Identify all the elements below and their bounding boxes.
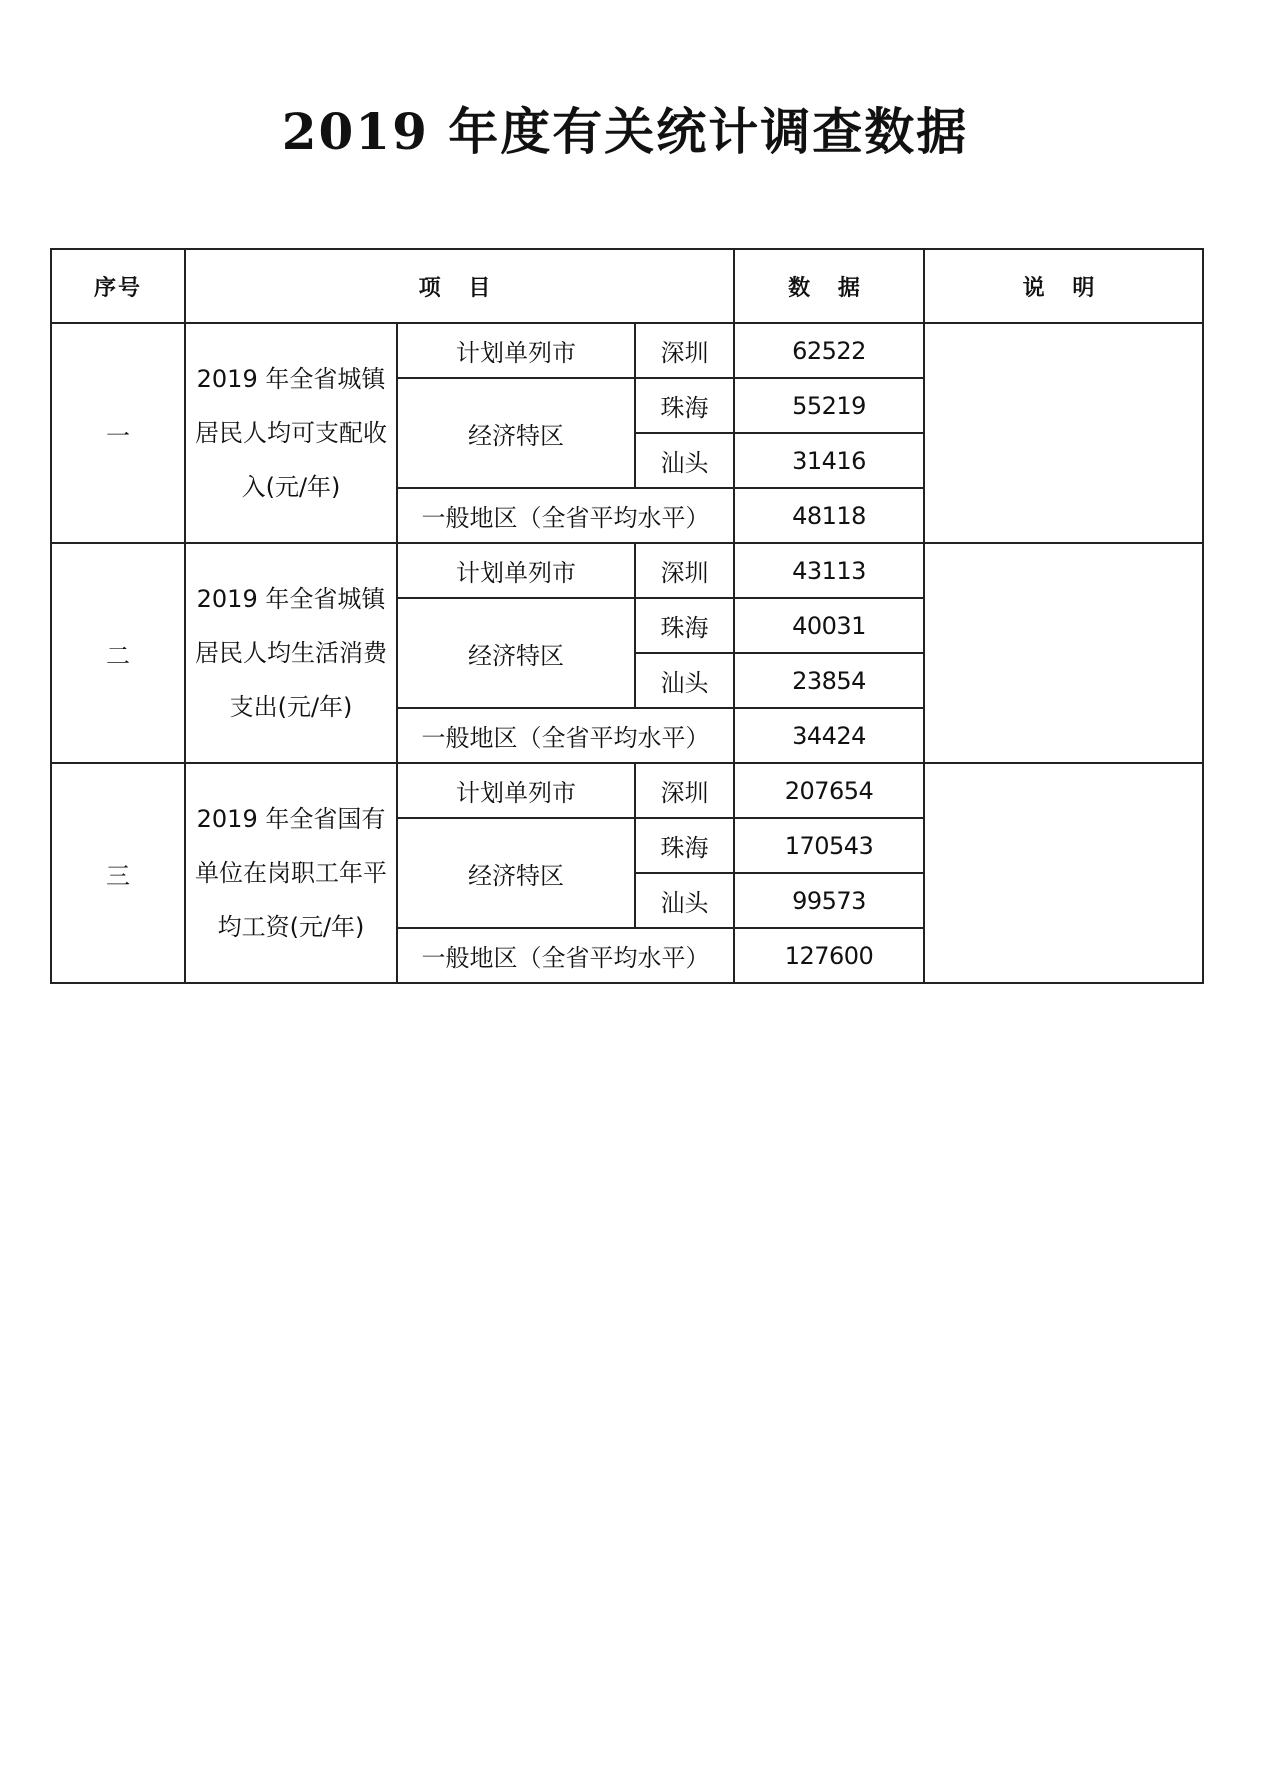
city-shantou: 汕头 [635, 433, 734, 488]
page-title: 2019 年度有关统计调查数据 [281, 102, 969, 161]
city-zhuhai: 珠海 [635, 818, 734, 873]
value-cell: 62522 [734, 323, 924, 378]
category-general: 一般地区（全省平均水平） [397, 928, 734, 983]
header-item: 项 目 [185, 249, 734, 323]
value-cell: 40031 [734, 598, 924, 653]
value-cell: 34424 [734, 708, 924, 763]
category-sez: 经济特区 [397, 818, 635, 928]
category-plan-city: 计划单列市 [397, 323, 635, 378]
city-shenzhen: 深圳 [635, 323, 734, 378]
city-shantou: 汕头 [635, 873, 734, 928]
category-general: 一般地区（全省平均水平） [397, 708, 734, 763]
value-cell: 207654 [734, 763, 924, 818]
section-2-seq: 二 [51, 543, 185, 763]
value-cell: 127600 [734, 928, 924, 983]
section-1-note [924, 323, 1203, 543]
city-shantou: 汕头 [635, 653, 734, 708]
value-cell: 99573 [734, 873, 924, 928]
category-plan-city: 计划单列市 [397, 543, 635, 598]
value-cell: 23854 [734, 653, 924, 708]
section-1-item: 2019 年全省城镇居民人均可支配收入(元/年) [185, 323, 397, 543]
table-header-row [51, 249, 1203, 323]
header-note: 说 明 [924, 249, 1203, 323]
table-row [51, 543, 1203, 598]
section-2-note [924, 543, 1203, 763]
city-shenzhen: 深圳 [635, 543, 734, 598]
statistics-table [50, 248, 1204, 984]
category-general: 一般地区（全省平均水平） [397, 488, 734, 543]
section-3-note [924, 763, 1203, 983]
value-cell: 43113 [734, 543, 924, 598]
city-shenzhen: 深圳 [635, 763, 734, 818]
value-cell: 55219 [734, 378, 924, 433]
section-1-seq: 一 [51, 323, 185, 543]
value-cell: 48118 [734, 488, 924, 543]
category-plan-city: 计划单列市 [397, 763, 635, 818]
category-sez: 经济特区 [397, 378, 635, 488]
category-sez: 经济特区 [397, 598, 635, 708]
section-2-item: 2019 年全省城镇居民人均生活消费支出(元/年) [185, 543, 397, 763]
value-cell: 170543 [734, 818, 924, 873]
table-row [51, 763, 1203, 818]
header-data: 数 据 [734, 249, 924, 323]
city-zhuhai: 珠海 [635, 378, 734, 433]
table-row [51, 323, 1203, 378]
value-cell: 31416 [734, 433, 924, 488]
city-zhuhai: 珠海 [635, 598, 734, 653]
section-3-seq: 三 [51, 763, 185, 983]
header-seq: 序号 [51, 249, 185, 323]
section-3-item: 2019 年全省国有单位在岗职工年平均工资(元/年) [185, 763, 397, 983]
